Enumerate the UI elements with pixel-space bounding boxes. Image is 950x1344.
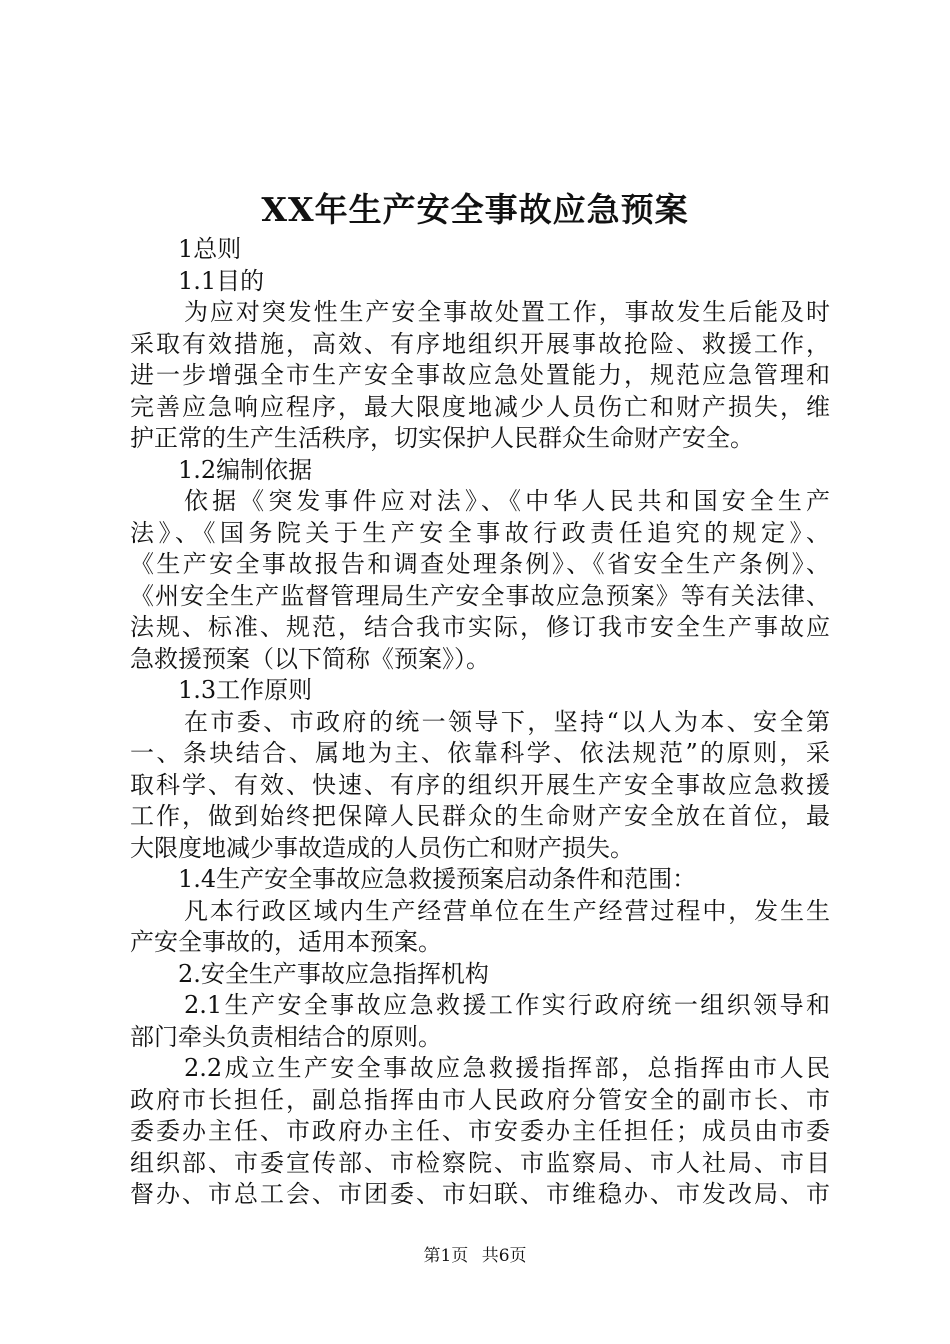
text-line: 在市委、市政府的统一领导下，坚持“以人为本、安全第 [184, 707, 830, 736]
text-line: 法》、《国务院关于生产安全事故行政责任追究的规定》、 [130, 518, 830, 547]
document-title: XX年生产安全事故应急预案 [261, 190, 689, 229]
text-line: 1总则 [178, 235, 242, 263]
text-line: 政府市长担任，副总指挥由市人民政府分管安全的副市长、市 [130, 1085, 830, 1114]
text-line: 《州安全生产监督管理局生产安全事故应急预案》等有关法律、 [130, 581, 830, 610]
document-body [130, 234, 830, 1211]
text-line: 组织部、市委宣传部、市检察院、市监察局、市人社局、市目 [130, 1148, 830, 1177]
text-line: 2.安全生产事故应急指挥机构 [178, 959, 489, 988]
text-line: 为应对突发性生产安全事故处置工作，事故发生后能及时 [184, 298, 830, 326]
text-line: 部门牵头负责相结合的原则。 [130, 1022, 442, 1051]
text-line: 护正常的生产生活秩序，切实保护人民群众生命财产安全。 [130, 424, 754, 452]
text-line: 凡本行政区域内生产经营单位在生产经营过程中，发生生 [184, 896, 830, 925]
page-total: 共6页 [481, 1246, 527, 1266]
text-line: 取科学、有效、快速、有序的组织开展生产安全事故应急救援 [130, 770, 830, 799]
text-line: 依据《突发事件应对法》、《中华人民共和国安全生产 [184, 487, 830, 515]
text-line: 采取有效措施，高效、有序地组织开展事故抢险、救援工作， [130, 329, 830, 358]
text-line: 委委办主任、市政府办主任、市安委办主任担任；成员由市委 [130, 1117, 830, 1145]
text-line: 一、条块结合、属地为主、依靠科学、依法规范”的原则，采 [130, 739, 830, 767]
text-line: 工作，做到始终把保障人民群众的生命财产安全放在首位，最 [130, 802, 830, 830]
text-line: 1.3工作原则 [178, 676, 313, 704]
text-line: 2.2成立生产安全事故应急救援指挥部，总指挥由市人民 [184, 1054, 830, 1082]
text-line: 产安全事故的，适用本预案。 [130, 928, 442, 956]
text-line: 督办、市总工会、市团委、市妇联、市维稳办、市发改局、市 [130, 1180, 830, 1208]
text-line: 完善应急响应程序，最大限度地减少人员伤亡和财产损失，维 [130, 392, 830, 421]
text-line: 急救援预案（以下简称《预案》）。 [130, 644, 490, 673]
text-line: 1.2编制依据 [178, 455, 313, 484]
text-line: 法规、标准、规范，结合我市实际，修订我市安全生产事故应 [130, 613, 830, 641]
text-line: 《生产安全事故报告和调查处理条例》、《省安全生产条例》、 [130, 550, 830, 578]
page-number: 第1页 [423, 1246, 469, 1266]
page-footer [0, 1244, 950, 1268]
text-line: 1.1目的 [178, 266, 265, 295]
text-line: 进一步增强全市生产安全事故应急处置能力，规范应急管理和 [130, 361, 830, 389]
text-line: 大限度地减少事故造成的人员伤亡和财产损失。 [130, 833, 634, 862]
text-line: 1.4生产安全事故应急救援预案启动条件和范围： [178, 865, 697, 893]
text-line: 2.1生产安全事故应急救援工作实行政府统一组织领导和 [184, 991, 830, 1019]
